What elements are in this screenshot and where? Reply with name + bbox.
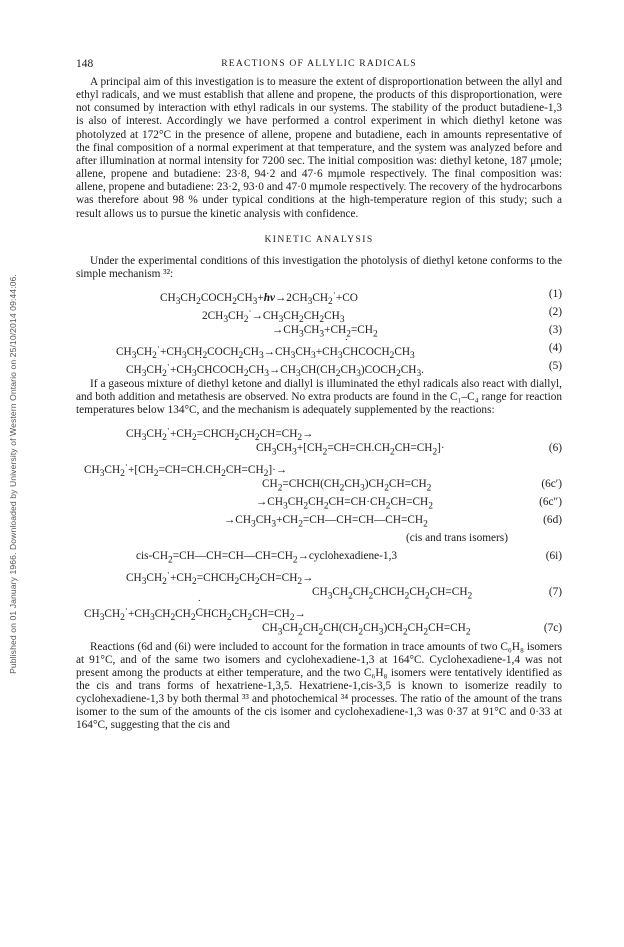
equation-7c-line1: $CH_3CH_2^\cdot+CH_3CH_2CH_2C$ $˙HCH_2CH_2CH=CH_2\to$ — [76, 601, 562, 619]
equation-7c: $CH_3CH_2CH_2CH(CH_2CH_3)CH_2CH_2CH=CH_2$ (7c) — [76, 619, 562, 637]
equation-6d-note — [76, 529, 562, 547]
page-body — [76, 58, 562, 733]
equation-number: (7c) — [543, 621, 562, 634]
equation-number: (4) — [548, 342, 562, 355]
equation-number: (6d) — [543, 513, 562, 526]
equation-number: (5) — [548, 360, 562, 373]
equation-6c-prime: $CH_2=CHCH(CH_2CH_3)CH_2CH=CH_2$ (6c′) — [76, 475, 562, 493]
equation-4: $CH_3CH_2^\cdot+CH_3CH_2COCH_2CH_3\to CH_3CH_3+CH_3C$ $˙HCOCH_2CH_3$ (4) — [76, 339, 562, 357]
equation-1: $CH_3CH_2COCH_2CH_3+h\nu\to 2CH_3CH_2^\cdot+CO$ (1) — [76, 285, 562, 303]
equation-6d: $\to CH_3CH_3+CH_2=CH—CH=CH—CH=CH_2$ (6d) — [76, 511, 562, 529]
equation-number: (3) — [548, 324, 562, 337]
running-title: REACTIONS OF ALLYLIC RADICALS — [221, 58, 417, 69]
equation-7-line1: $CH_3CH_2^\cdot+CH_2=CHCH_2CH_2CH=CH_2\to$ — [126, 568, 314, 587]
equation-number: (6) — [548, 441, 562, 454]
equation-number: (6c′) — [541, 477, 562, 490]
equation-number: (1) — [548, 288, 562, 301]
download-notice-text: Published on 01 January 1966. Downloaded by University of Western Ontario on 25/10/2014 09:44:06. — [8, 273, 19, 674]
paragraph-diallyl: If a gaseous mixture of diethyl ketone and diallyl is illuminated the ethyl radicals also react with diallyl, and both addition and metathesis are observed. No extra products are found in the C₁–C₄ range for reaction temperatures below 134°C, and the mechanism is adequately supplemented by the reactions: — [76, 378, 562, 417]
equation-3: $\to CH_3CH_3+CH_2=CH_2$ (3) — [76, 321, 562, 339]
equation-6: $CH_3CH_3+[CH_2=CH=CH.CH_2CH=CH_2]\cdot$ (6) — [76, 439, 562, 457]
section-heading: KINETIC ANALYSIS — [264, 233, 374, 245]
product-name: cyclohexadiene-1,3 — [308, 549, 398, 562]
page-header — [76, 58, 562, 76]
download-notice — [6, 0, 20, 947]
equation-5: $CH_3CH_2^\cdot+CH_3C$ $˙HCOCH_2CH_3\to CH_3CH(CH_2CH_3)COCH_2CH_3$. (5) — [76, 357, 562, 375]
page-number: 148 — [76, 58, 94, 70]
equation-number: (7) — [548, 585, 562, 598]
equation-7: $CH_3CH_2CH_2CHCH_2CH_2CH=CH_2$ (7) — [76, 583, 562, 601]
equation-6c-double-prime: $\to CH_3CH_2CH_2CH=CH\cdot CH_2CH=CH_2$ (6c″) — [76, 493, 562, 511]
equation-number: (6c″) — [539, 495, 562, 508]
equation-number: (6i) — [545, 549, 562, 562]
paragraph-control-experiment: A principal aim of this investigation is to measure the extent of disproportionation between the allyl and ethyl radicals, and we must establish that allene and propene, the products of this disproportionation, were not consumed by interaction with ethyl radicals in our systems. The stability of the product butadiene-1,3 is also of interest. Accordingly we have performed a control experiment in which diethyl ketone was photolyzed at 172°C in the presence of allene, propene and butadiene, each in amounts representative of the final composition of a normal experiment at that temperature, and the system was analyzed before and after illumination at normal intensity for 7200 sec. The initial composition was: diethyl ketone, 187 μmole; allene, propene and butadiene: 23·8, 94·2 and 47·6 mμmole respectively. The final composition was: allene, propene and butadiene: 23·2, 93·0 and 47·0 mμmole respectively. The recovery of the hydrocarbons was therefore about 98 % under typical conditions at the high-temperature region of this study; such a result allows us to pursue the kinetic analysis with confidence. — [76, 76, 563, 220]
equation-number: (2) — [548, 306, 562, 319]
equation-6i: cis-$CH_2=CH—CH=CH—CH=CH_2\to cyclohexadiene-1,3$ (6i) — [76, 547, 562, 565]
equation-2: $2CH_3CH_2^\cdot\to CH_3CH_2CH_2CH_3$ (2) — [76, 303, 562, 321]
paragraph-mechanism-intro: Under the experimental conditions of this investigation the photolysis of diethyl ketone conforms to the simple mechanism ³²: — [76, 254, 562, 280]
paragraph-hexatriene: Reactions (6d and (6i) were included to account for the formation in trace amounts of two C₆H₈ isomers at 91°C, and of the same two isomers and cyclohexadiene-1,3 at 164°C. Cyclohexadiene-1,4 was not present among the products at either temperature, and the two C₆H₈ isomers were tentatively identified as the cis and trans forms of hexatriene-1,3,5. Hexatriene-1,cis-3,5 is known to isomerize readily to cyclohexadiene-1,3 by both thermal ³³ and photochemical ³⁴ processes. The ratio of the amount of the trans isomer to the sum of the amounts of the cis isomer and cyclohexadiene-1,3 was 0·37 at 91°C and 0·33 at 164°C, suggesting that the cis and — [76, 640, 562, 732]
equation-6c-line1: $CH_3CH_2^\cdot+[CH_2=CH=CH.CH_2CH=CH_2]\cdot\to$ — [84, 460, 288, 479]
equation-6-line1: $CH_3CH_2^\cdot+CH_2=CHCH_2CH_2CH=CH_2\to$ — [126, 424, 314, 443]
isomer-note: (cis and trans isomers) — [406, 531, 508, 544]
